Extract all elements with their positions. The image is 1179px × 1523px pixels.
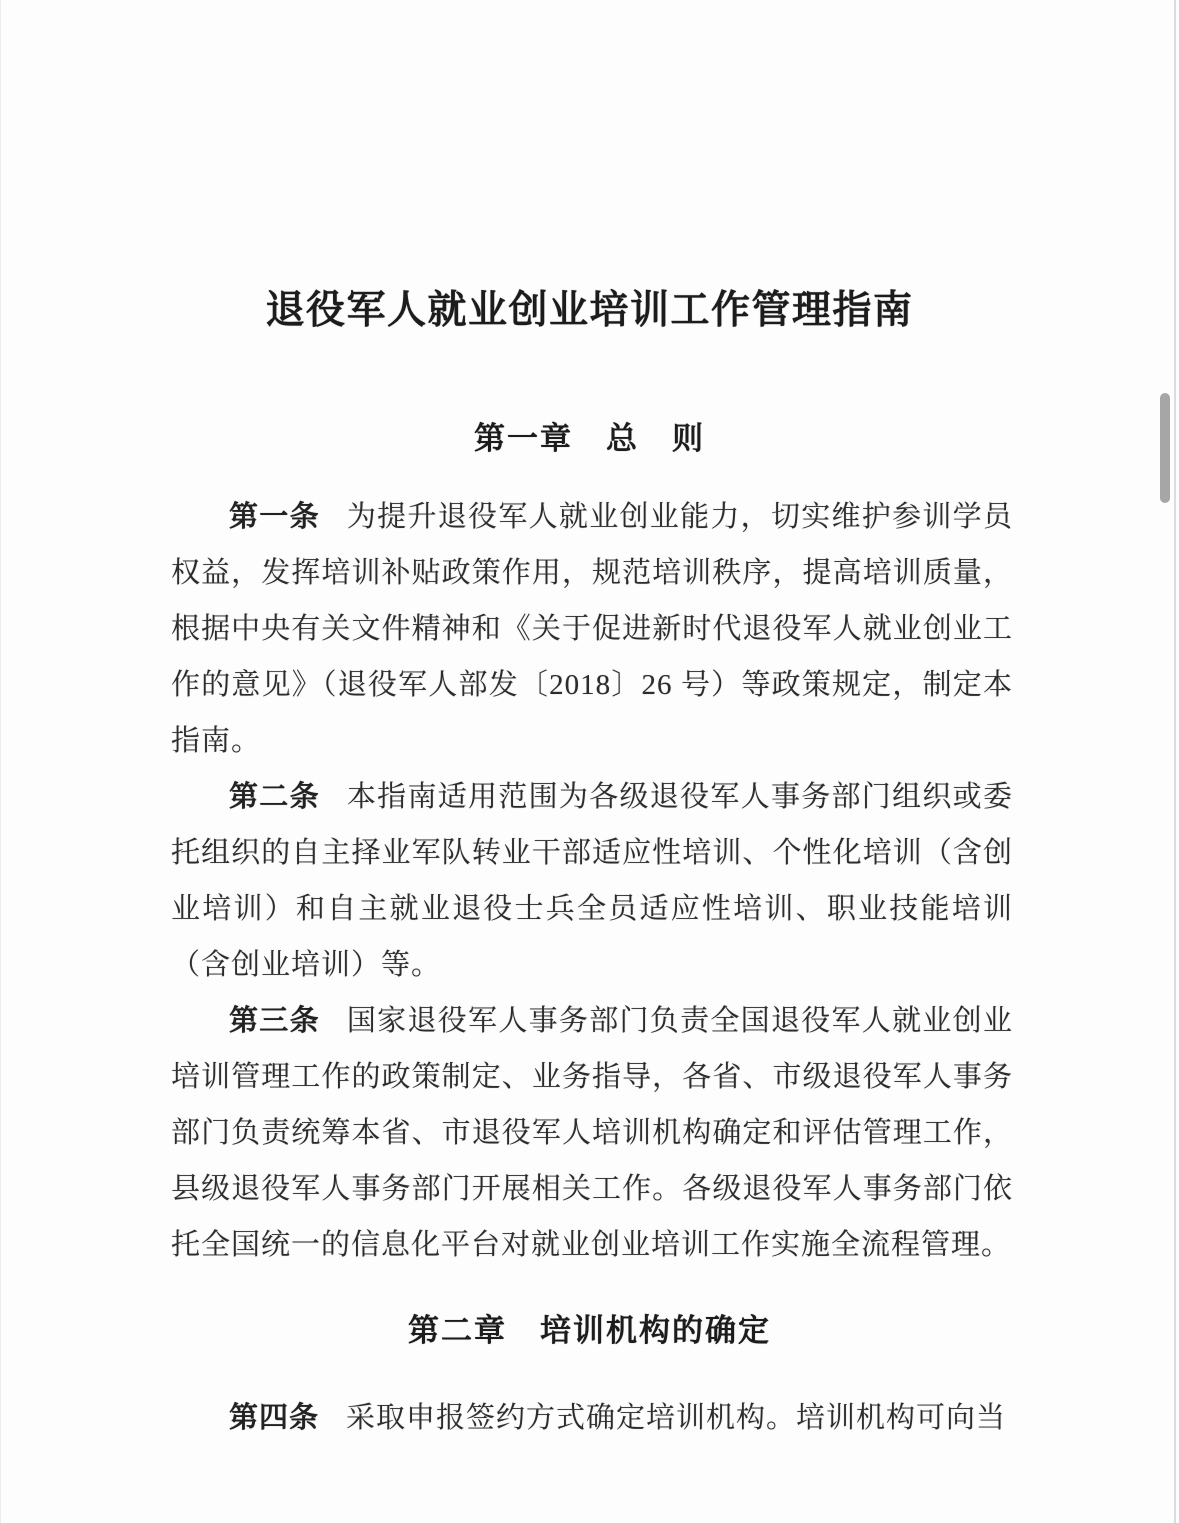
scrollbar-thumb[interactable]: [1160, 393, 1170, 503]
document-body: [171, 489, 1013, 1273]
chapter-2-heading: 第二章 培训机构的确定: [408, 1313, 771, 1348]
document-title: 退役军人就业创业培训工作管理指南: [265, 289, 914, 332]
article-2-label: 第二条: [229, 781, 320, 813]
article-1-label: 第一条: [229, 501, 320, 533]
article-4-label: 第四条: [229, 1402, 320, 1434]
chapter-1-heading: 第一章 总 则: [474, 421, 705, 456]
article-1-text: 为提升退役军人就业创业能力，切实维护参训学员权益，发挥培训补贴政策作用，规范培训秩序，提高培训质量，根据中央有关文件精神和《关于促进新时代退役军人就业创业工作的意见》（退役军人部发〔2018〕26 号）等政策规定，制定本指南。: [171, 501, 1013, 757]
article-3-label: 第三条: [229, 1005, 320, 1037]
right-edge-divider: [1174, 0, 1176, 1523]
left-edge-divider: [0, 0, 1, 1523]
article-4-text: 采取申报签约方式确定培训机构。培训机构可向当: [346, 1402, 1007, 1434]
article-4: [171, 1390, 1013, 1446]
article-2: [171, 769, 1013, 993]
article-3-text: 国家退役军人事务部门负责全国退役军人就业创业培训管理工作的政策制定、业务指导，各省、市级退役军人事务部门负责统筹本省、市退役军人培训机构确定和评估管理工作，县级退役军人事务部门开展相关工作。各级退役军人事务部门依托全国统一的信息化平台对就业创业培训工作实施全流程管理。: [171, 1005, 1013, 1261]
article-2-text: 本指南适用范围为各级退役军人事务部门组织或委托组织的自主择业军队转业干部适应性培训、个性化培训（含创业培训）和自主就业退役士兵全员适应性培训、职业技能培训（含创业培训）等。: [171, 781, 1013, 981]
article-1: [171, 489, 1013, 769]
article-3: [171, 993, 1013, 1273]
